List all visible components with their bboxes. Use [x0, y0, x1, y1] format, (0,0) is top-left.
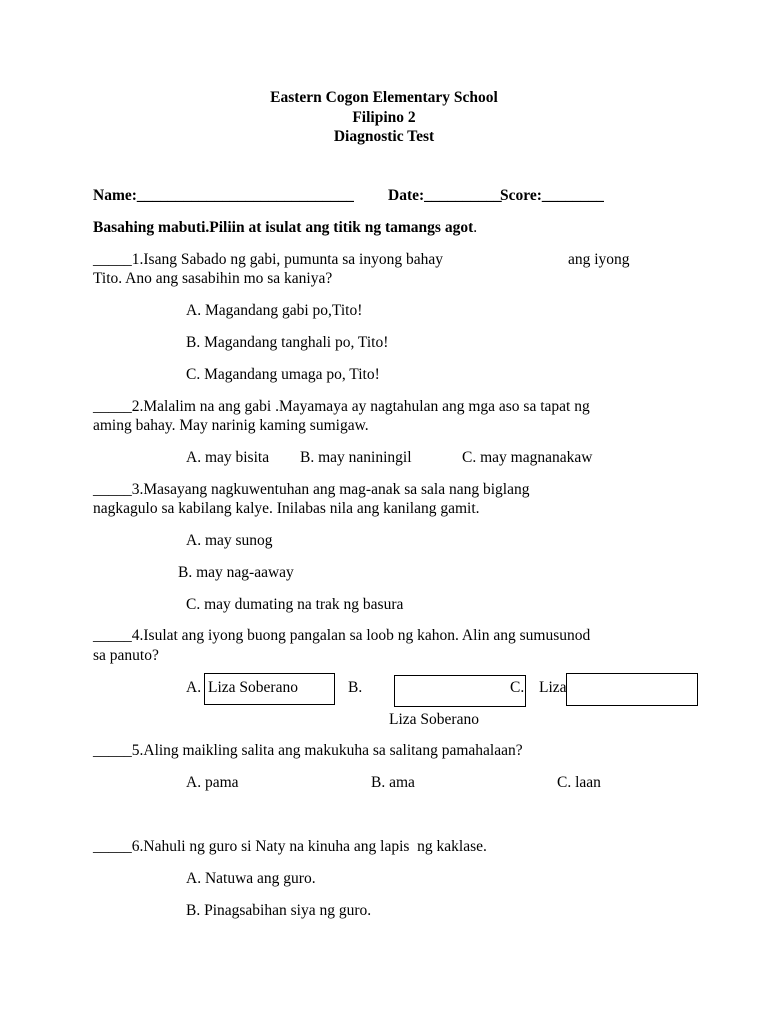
q4-option-a-letter: A.: [186, 679, 202, 696]
q1-line1: _____1.Isang Sabado ng gabi, pumunta sa inyong bahay: [93, 251, 443, 268]
date-field[interactable]: Date:__________: [388, 187, 502, 204]
q1-option-b: B. Magandang tanghali po, Tito!: [186, 334, 389, 351]
test-title: Diagnostic Test: [333, 128, 435, 145]
q5-option-b: B. ama: [371, 774, 415, 791]
q2-line1: _____2.Malalim na ang gabi .Mayamaya ay nagtahulan ang mga aso sa tapat ng: [93, 398, 590, 415]
q4-option-c-box: [566, 673, 698, 706]
q1-line1-right: ang iyong: [568, 251, 630, 268]
q4-option-b-letter: B.: [348, 679, 363, 696]
q4-line2: sa panuto?: [93, 647, 159, 664]
q6-option-a: A. Natuwa ang guro.: [186, 870, 316, 887]
score-field[interactable]: Score:________: [500, 187, 604, 204]
instruction-text: Basahing mabuti.Piliin at isulat ang titik ng tamangs agot: [93, 219, 474, 236]
q3-line1: _____3.Masayang nagkuwentuhan ang mag-anak sa sala nang biglang: [93, 481, 530, 498]
q3-option-c: C. may dumating na trak ng basura: [186, 596, 404, 613]
school-name: Eastern Cogon Elementary School: [270, 89, 498, 106]
q2-option-a: A. may bisita: [186, 449, 270, 466]
q3-line2: nagkagulo sa kabilang kalye. Inilabas nila ang kanilang gamit.: [93, 500, 480, 517]
instruction-period: .: [473, 219, 478, 236]
q5-option-c: C. laan: [557, 774, 601, 791]
q2-option-b: B. may naniningil: [300, 449, 412, 466]
q5-line1: _____5.Aling maikling salita ang makukuha sa salitang pamahalaan?: [93, 742, 523, 759]
q4-option-a-name: Liza Soberano: [208, 679, 298, 696]
q1-option-c: C. Magandang umaga po, Tito!: [186, 366, 380, 383]
instruction: [93, 220, 477, 236]
q4-option-c-letter: C.: [510, 679, 525, 696]
q4-option-c-name: Liza: [539, 679, 567, 696]
q6-option-b: B. Pinagsabihan siya ng guro.: [186, 902, 372, 919]
q3-option-b: B. may nag-aaway: [178, 564, 294, 581]
q6-line1: _____6.Nahuli ng guro si Naty na kinuha ang lapis ng kaklase.: [93, 838, 487, 855]
q1-line2: Tito. Ano ang sasabihin mo sa kaniya?: [93, 270, 333, 287]
q5-option-a: A. pama: [186, 774, 239, 791]
name-field[interactable]: Name:____________________________: [93, 187, 354, 204]
subject-title: Filipino 2: [352, 109, 416, 126]
q3-option-a: A. may sunog: [186, 532, 273, 549]
q1-option-a: A. Magandang gabi po,Tito!: [186, 302, 363, 319]
q4-option-b-name: Liza Soberano: [389, 711, 479, 728]
q2-option-c: C. may magnanakaw: [462, 449, 593, 466]
q4-line1: _____4.Isulat ang iyong buong pangalan sa loob ng kahon. Alin ang sumusunod: [93, 627, 591, 644]
q2-line2: aming bahay. May narinig kaming sumigaw.: [93, 417, 369, 434]
q4-option-b-box: [394, 675, 526, 707]
